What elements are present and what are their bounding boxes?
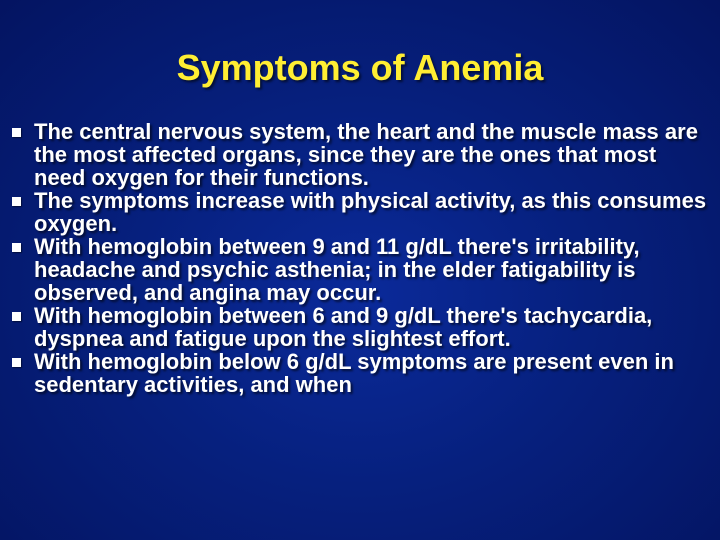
bullet-text: With hemoglobin between 9 and 11 g/dL there's irritability, headache and psychic asthenia; in the elder fatigability is observed, and angina may occur. — [34, 234, 640, 305]
bullet-item — [6, 304, 708, 350]
bullet-text: With hemoglobin between 6 and 9 g/dL there's tachycardia, dyspnea and fatigue upon the slightest effort. — [34, 303, 653, 351]
slide-title: Symptoms of Anemia — [176, 47, 544, 88]
bullet-text: With hemoglobin below 6 g/dL symptoms are present even in sedentary activities, and when — [34, 349, 674, 397]
square-bullet-icon — [12, 358, 21, 367]
bullet-item — [6, 235, 708, 304]
bullet-text: The symptoms increase with physical activity, as this consumes oxygen. — [34, 188, 707, 236]
square-bullet-icon — [12, 312, 21, 321]
square-bullet-icon — [12, 197, 21, 206]
bullet-text: The central nervous system, the heart and the muscle mass are the most affected organs, since they are the ones that most need oxygen for their functions. — [34, 119, 698, 190]
bullet-item — [6, 189, 708, 235]
square-bullet-icon — [12, 243, 21, 252]
bullet-item — [6, 120, 708, 189]
bullet-item — [6, 350, 708, 396]
square-bullet-icon — [12, 128, 21, 137]
bullet-list — [6, 120, 708, 396]
